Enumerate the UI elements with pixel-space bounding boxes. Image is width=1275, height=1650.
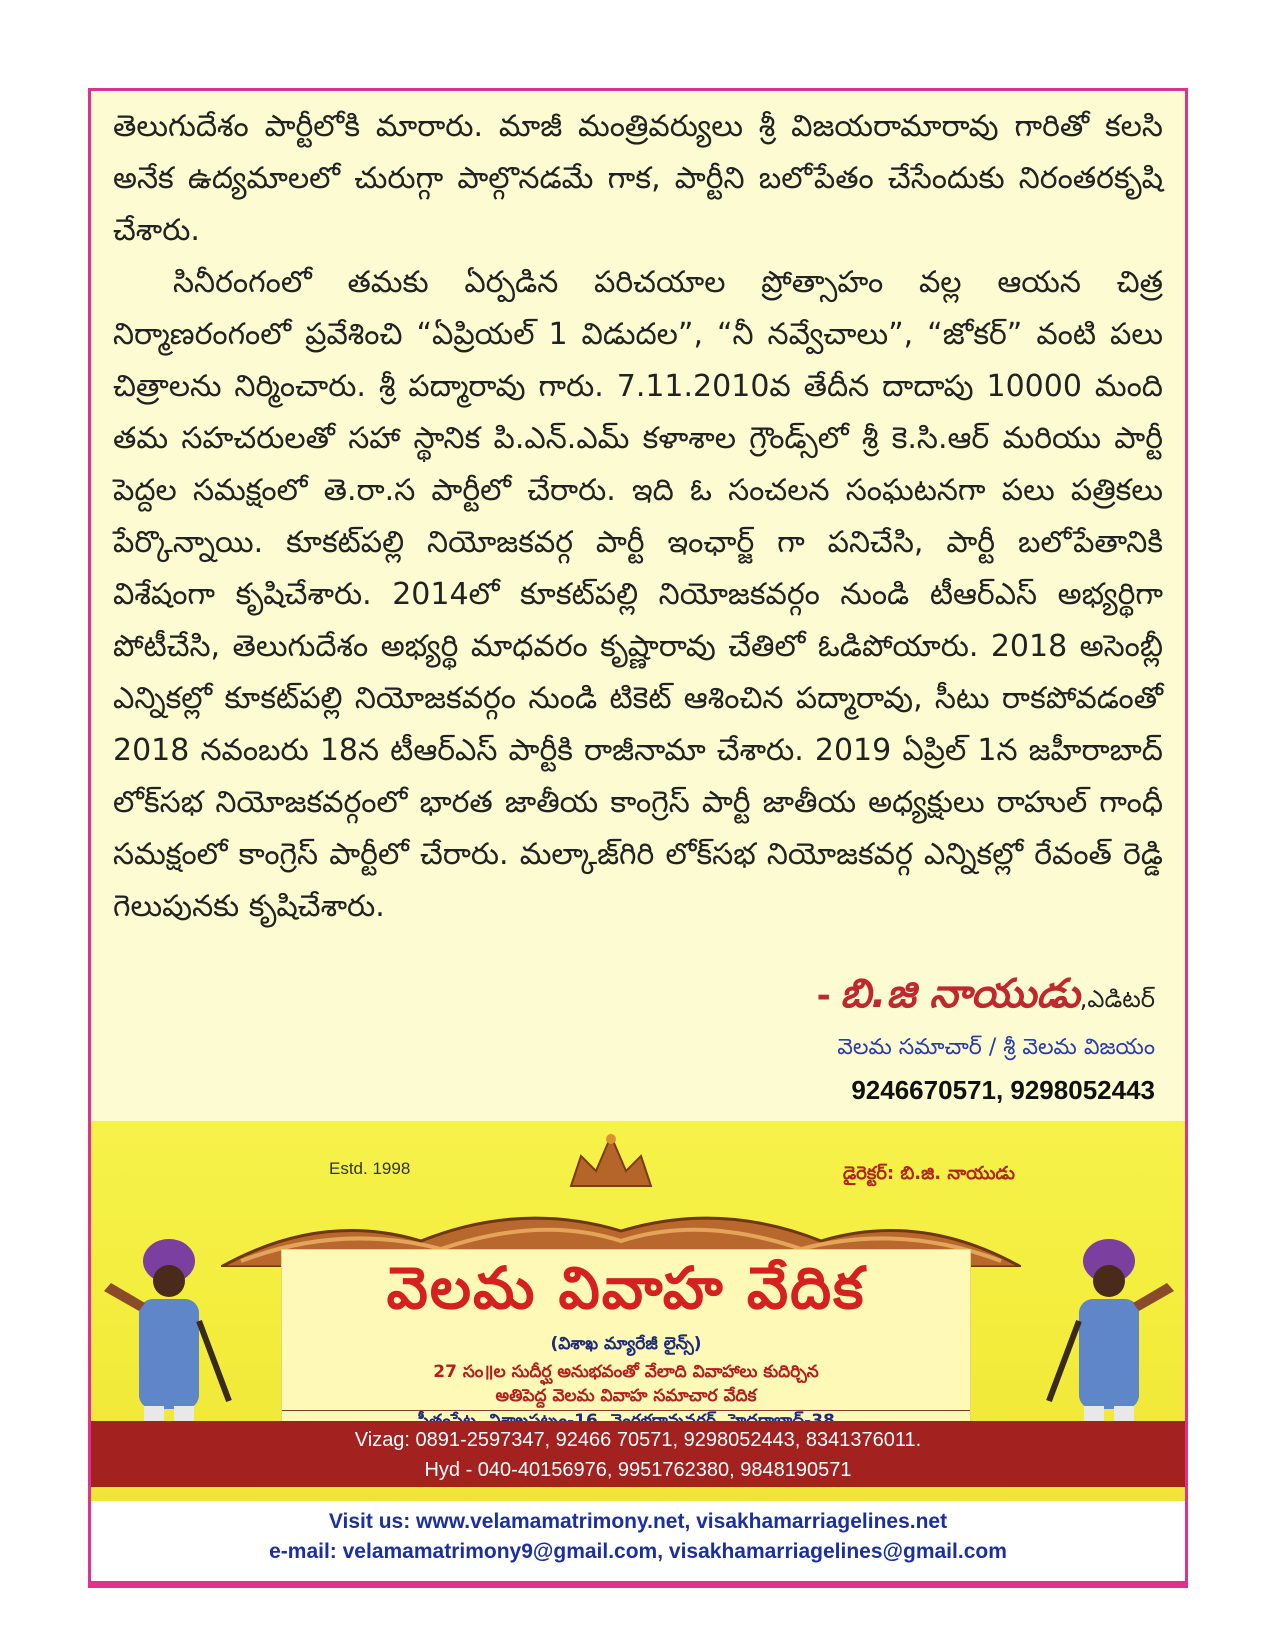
ad-title-panel: [281, 1249, 971, 1431]
editor-role: ,ఎడిటర్: [1079, 985, 1155, 1013]
publication-name: వెలమ సమాచార్ / శ్రీ వెలమ విజయం: [837, 1035, 1155, 1060]
contact-strip: [91, 1501, 1185, 1585]
bottom-rule: [91, 1581, 1185, 1585]
crown-ornament-icon: [561, 1131, 661, 1191]
phones-vizag: Vizag: 0891-2597347, 92466 70571, 9298052443, 8341376011.: [354, 1429, 922, 1451]
email-links[interactable]: e-mail: velamamatrimony9@gmail.com, visakhamarriagelines@gmail.com: [269, 1540, 1007, 1563]
advertisement-banner: [91, 1121, 1185, 1501]
signature-block: [817, 971, 1155, 1106]
ad-tagline: 27 సం॥ల సుదీర్ఘ అనుభవంతో వేలాది వివాహాలు కుదిర్చిన: [433, 1362, 819, 1382]
ad-tagline: అతిపెద్ద వెలమ వివాహ సమాచార వేదిక: [495, 1386, 757, 1406]
website-links[interactable]: Visit us: www.velamamatrimony.net, visakhamarriagelines.net: [328, 1510, 948, 1533]
signature-dash: -: [816, 976, 831, 1016]
article-section: [91, 91, 1185, 1121]
phones-hyd: Hyd - 040-40156976, 9951762380, 9848190571: [424, 1459, 852, 1481]
director-label: డైరెక్టర్: బి.జి. నాయుడు: [842, 1163, 1015, 1184]
page-frame: [88, 88, 1188, 1588]
ad-subtitle: (విశాఖ మ్యారేజీ లైన్స్): [550, 1334, 702, 1354]
editor-phones: 9246670571, 9298052443: [851, 1075, 1155, 1105]
ad-phone-band: [91, 1421, 1185, 1487]
ad-title: వెలమ వివాహ వేదిక: [386, 1254, 866, 1322]
editor-name: బి.జి నాయుడు: [840, 971, 1080, 1017]
article-paragraph: తెలుగుదేశం పార్టీలోకి మారారు. మాజీ మంత్రివర్యులు శ్రీ విజయరామారావు గారితో కలసి అనేక ఉద్యమాలలో చురుగ్గా పాల్గొనడమే గాక, పార్టీని బలోపేతం చేసేందుకు నిరంతరకృషి చేశారు.: [113, 109, 1163, 248]
article-body: [113, 101, 1163, 933]
article-paragraph: సినీరంగంలో తమకు ఏర్పడిన పరిచయాల ప్రోత్సాహం వల్ల ఆయన చిత్ర నిర్మాణరంగంలో ప్రవేశించి “ఏప్రియల్ 1 విడుదల”, “నీ నవ్వేచాలు”, “జోకర్” వంటి పలు చిత్రాలను నిర్మించారు. శ్రీ పద్మారావు గారు. 7.11.2010వ తేదీన దాదాపు 10000 మంది తమ సహచరులతో సహా స్థానిక పి.ఎన్.ఎమ్ కళాశాల గ్రౌండ్స్‌లో శ్రీ కె.సి.ఆర్ మరియు పార్టీ పెద్దల సమక్షంలో తె.రా.స పార్టీలో చేరారు. ఇది ఓ సంచలన సంఘటనగా పలు పత్రికలు పేర్కొన్నాయి. కూకట్‌పల్లి నియోజకవర్గ పార్టీ ఇంఛార్జ్ గా పనిచేసి, పార్టీ బలోపేతానికి విశేషంగా కృషిచేశారు. 2014లో కూకట్‌పల్లి నియోజకవర్గం నుండి టీఆర్ఎస్ అభ్యర్థిగా పోటీచేసి, తెలుగుదేశం అభ్యర్థి మాధవరం కృష్ణారావు చేతిలో ఓడిపోయారు. 2018 అసెంబ్లీ ఎన్నికల్లో కూకట్‌పల్లి నియోజకవర్గం నుండి టికెట్ ఆశించిన పద్మారావు, సీటు రాకపోవడంతో 2018 నవంబరు 18న టీఆర్ఎస్ పార్టీకి రాజీనామా చేశారు. 2019 ఏప్రిల్ 1న జహీరాబాద్ లోక్‌సభ నియోజకవర్గంలో భారత జాతీయ కాంగ్రెస్ పార్టీ జాతీయ అధ్యక్షులు రాహుల్ గాంధీ సమక్షంలో కాంగ్రెస్ పార్టీలో చేరారు. మల్కాజ్‌గిరి లోక్‌సభ నియోజకవర్గ ఎన్నికల్లో రేవంత్ రెడ్డి గెలుపునకు కృషిచేశారు.: [113, 265, 1163, 924]
established-year: Estd. 1998: [329, 1159, 411, 1178]
